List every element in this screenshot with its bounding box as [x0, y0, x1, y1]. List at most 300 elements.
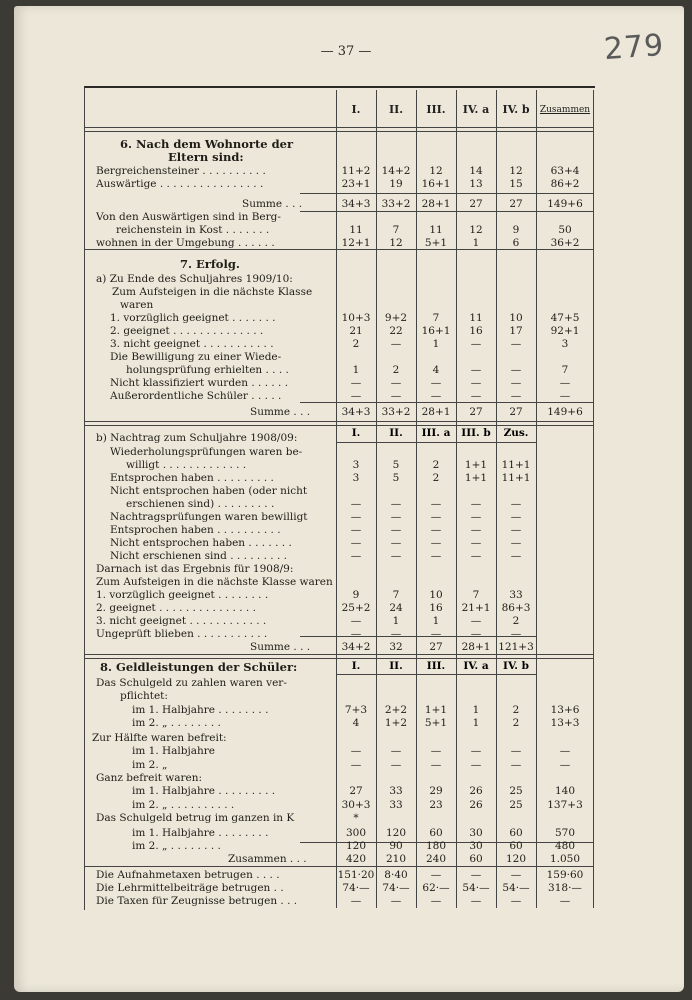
row-value: 12 [509, 165, 523, 177]
row-value: 60 [429, 827, 443, 839]
row-value: 1.050 [549, 853, 581, 865]
row-value: — [390, 377, 402, 389]
row-value: 29 [429, 785, 443, 797]
row-value: — [430, 895, 442, 907]
row-label: Bergreichensteiner . . . . . . . . . . [96, 165, 266, 177]
row-value: 12 [389, 237, 403, 249]
row-value: — [350, 550, 362, 562]
table-row [0, 853, 692, 865]
row-value: 54·— [462, 882, 490, 894]
row-value: 11+1 [501, 459, 531, 471]
row-value: 26 [469, 799, 483, 811]
row-value: 27 [429, 641, 443, 653]
row-label: Von den Auswärtigen sind in Berg- [96, 211, 281, 223]
row-value: — [430, 869, 442, 881]
row-value: — [470, 895, 482, 907]
row-label: Zur Hälfte waren befreit: [92, 732, 227, 744]
row-value: — [510, 628, 522, 640]
row-label: Summe . . . [242, 198, 303, 210]
row-value: — [559, 745, 571, 757]
row-value: — [559, 377, 571, 389]
row-value: 7 [472, 589, 480, 601]
table-row [0, 377, 692, 389]
row-label: im 2. „ [132, 759, 168, 771]
row-value: 74·— [342, 882, 370, 894]
row-value: — [430, 524, 442, 536]
row-value: 120 [505, 853, 527, 865]
sum-rule [300, 193, 594, 194]
row-value: 16+1 [421, 178, 451, 190]
row-value: — [390, 745, 402, 757]
row-value: 5+1 [424, 717, 448, 729]
row-value: — [350, 524, 362, 536]
row-label: Ganz befreit waren: [96, 772, 203, 784]
row-value: — [350, 628, 362, 640]
sub-header-cell: III. [426, 660, 446, 672]
row-value: 2 [512, 615, 520, 627]
row-value: 50 [558, 224, 572, 236]
row-value: 7+3 [344, 704, 368, 716]
row-value: 26 [469, 785, 483, 797]
row-value: 27 [509, 406, 523, 418]
row-value: 1 [472, 237, 480, 249]
row-value: 1 [352, 364, 360, 376]
row-value: 1 [472, 717, 480, 729]
section-6-title-1: 6. Nach dem Wohnorte der [120, 137, 294, 151]
row-label: Die Aufnahmetaxen betrugen . . . . [96, 869, 280, 881]
row-value: 30 [469, 827, 483, 839]
row-value: 86+2 [550, 178, 580, 190]
row-value: 9 [512, 224, 520, 236]
row-label: holungsprüfung erhielten . . . . [126, 364, 289, 376]
row-value: — [470, 615, 482, 627]
row-value: — [470, 524, 482, 536]
row-value: 11 [429, 224, 443, 236]
row-value: — [350, 377, 362, 389]
row-label: a) Zu Ende des Schuljahres 1909/10: [96, 273, 293, 285]
table-row [0, 759, 692, 771]
row-value: — [350, 511, 362, 523]
row-value: 12+1 [341, 237, 371, 249]
row-value: — [390, 759, 402, 771]
column-header: Zusammen [539, 105, 591, 115]
row-label: im 2. „ . . . . . . . . [132, 717, 221, 729]
row-value: 10 [429, 589, 443, 601]
row-label: im 2. „ . . . . . . . . . . [132, 799, 235, 811]
row-value: 7 [432, 312, 440, 324]
table-row [0, 390, 692, 402]
row-value: — [510, 537, 522, 549]
row-value: 2 [432, 459, 440, 471]
table-row [0, 717, 692, 729]
table-row [0, 446, 692, 458]
row-value: 34+3 [341, 406, 371, 418]
row-label: Zusammen . . . [228, 853, 307, 865]
row-value: 15 [509, 178, 523, 190]
sub-header-cell: II. [389, 660, 403, 672]
sub-header-cell: IV. a [463, 660, 489, 672]
row-value: 21 [349, 325, 363, 337]
row-value: — [430, 511, 442, 523]
row-value: 14 [469, 165, 483, 177]
table-row [0, 406, 692, 418]
row-value: 28+1 [461, 641, 491, 653]
row-value: 25+2 [341, 602, 371, 614]
row-value: 34+3 [341, 198, 371, 210]
row-value: — [390, 524, 402, 536]
row-value: 16 [469, 325, 483, 337]
row-value: — [350, 615, 362, 627]
row-label: Auswärtige . . . . . . . . . . . . . . . . [96, 178, 264, 190]
table-row [0, 869, 692, 881]
row-value: 12 [469, 224, 483, 236]
table-row [0, 165, 692, 177]
row-value: — [350, 498, 362, 510]
sub-header-cell: III. a [421, 427, 451, 439]
row-value: 11 [349, 224, 363, 236]
row-label: Nicht entsprochen haben (oder nicht [110, 485, 308, 497]
row-label: 1. vorzüglich geeignet . . . . . . . [110, 312, 276, 324]
sum-rule [300, 402, 594, 403]
row-value: 17 [509, 325, 523, 337]
table-row [0, 498, 692, 510]
row-value: 10+3 [341, 312, 371, 324]
table-row [0, 563, 692, 575]
row-value: 149+6 [547, 198, 583, 210]
row-value: 30 [469, 840, 483, 852]
row-value: — [510, 511, 522, 523]
row-value: 1+1 [424, 704, 448, 716]
row-value: 4 [352, 717, 360, 729]
table-row [0, 273, 692, 285]
row-value: — [510, 745, 522, 757]
row-value: — [390, 628, 402, 640]
table-row [0, 704, 692, 716]
section-rule [84, 249, 594, 250]
sub-header-cell: IV. b [503, 660, 529, 672]
row-value: 33+2 [381, 198, 411, 210]
row-value: 28+1 [421, 198, 451, 210]
row-value: — [350, 895, 362, 907]
table-row [0, 325, 692, 337]
row-value: — [390, 338, 402, 350]
row-value: 25 [509, 785, 523, 797]
row-value: 2 [432, 472, 440, 484]
sum-rule [84, 866, 594, 867]
row-value: — [390, 895, 402, 907]
row-value: 1 [392, 615, 400, 627]
row-label: Entsprochen haben . . . . . . . . . . [110, 524, 281, 536]
row-value: — [390, 498, 402, 510]
row-label: Die Lehrmittelbeiträge betrugen . . [96, 882, 284, 894]
row-value: 90 [389, 840, 403, 852]
row-value: 92+1 [550, 325, 580, 337]
column-header: IV. b [502, 103, 530, 116]
table-row [0, 472, 692, 484]
table-row [0, 677, 692, 689]
row-value: — [559, 895, 571, 907]
row-value: 54·— [502, 882, 530, 894]
row-value: 1+1 [464, 472, 488, 484]
row-value: — [390, 390, 402, 402]
row-value: — [470, 745, 482, 757]
row-value: 47+5 [550, 312, 580, 324]
row-value: 2 [512, 704, 520, 716]
row-value: 7 [392, 224, 400, 236]
row-value: — [470, 498, 482, 510]
row-label: 3. nicht geeignet . . . . . . . . . . . . [96, 615, 267, 627]
row-value: 24 [389, 602, 403, 614]
row-value: — [510, 759, 522, 771]
row-value: 30+3 [341, 799, 371, 811]
row-label: Summe . . . [250, 641, 311, 653]
table-row [0, 589, 692, 601]
row-value: 1 [472, 704, 480, 716]
row-value: 7 [392, 589, 400, 601]
row-value: 121+3 [498, 641, 534, 653]
row-value: 1 [432, 338, 440, 350]
row-value: 13+3 [550, 717, 580, 729]
sub-header-cell: I. [351, 427, 361, 439]
row-label: Ungeprüft blieben . . . . . . . . . . . [96, 628, 268, 640]
row-value: 23+1 [341, 178, 371, 190]
row-value: 33 [389, 785, 403, 797]
row-value: 240 [425, 853, 447, 865]
row-value: — [470, 390, 482, 402]
row-value: — [470, 537, 482, 549]
row-value: 12 [429, 165, 443, 177]
table-row [0, 459, 692, 471]
row-label: 3. nicht geeignet . . . . . . . . . . . [110, 338, 274, 350]
row-label: Entsprochen haben . . . . . . . . . [110, 472, 274, 484]
table-row [0, 178, 692, 190]
row-value: 16 [429, 602, 443, 614]
row-label: Nicht erschienen sind . . . . . . . . . [110, 550, 287, 562]
table-row [0, 827, 692, 839]
row-value: 22 [389, 325, 403, 337]
row-value: — [510, 498, 522, 510]
row-value: — [430, 498, 442, 510]
table-row [0, 338, 692, 350]
row-value: 33 [389, 799, 403, 811]
row-value: 9 [352, 589, 360, 601]
row-label: 2. geeignet . . . . . . . . . . . . . . [110, 325, 264, 337]
row-value: — [510, 364, 522, 376]
row-value: — [390, 511, 402, 523]
row-value: — [430, 628, 442, 640]
row-label: 2. geeignet . . . . . . . . . . . . . . . [96, 602, 256, 614]
row-label: Wiederholungsprüfungen waren be- [110, 446, 303, 458]
table-row [0, 524, 692, 536]
row-label: Summe . . . [250, 406, 311, 418]
row-value: 74·— [382, 882, 410, 894]
table-row [0, 732, 692, 744]
row-value: 60 [469, 853, 483, 865]
row-value: 4 [432, 364, 440, 376]
row-value: 19 [389, 178, 403, 190]
table-row [0, 299, 692, 311]
row-value: 2 [352, 338, 360, 350]
row-value: — [390, 537, 402, 549]
table-row [0, 224, 692, 236]
row-value: 11 [469, 312, 483, 324]
row-value: 159·60 [546, 869, 584, 881]
row-value: 11+2 [341, 165, 371, 177]
row-value: 32 [389, 641, 403, 653]
row-label: b) Nachtrag zum Schuljahre 1908/09: [96, 432, 298, 444]
row-value: 60 [509, 827, 523, 839]
table-row [0, 511, 692, 523]
section-6-title-2: Eltern sind: [168, 150, 244, 164]
subheader-rule [336, 674, 536, 675]
row-value: 8·40 [384, 869, 408, 881]
row-value: 27 [469, 198, 483, 210]
row-value: — [470, 338, 482, 350]
table-row [0, 690, 692, 702]
row-label: im 1. Halbjahre . . . . . . . . [132, 827, 269, 839]
sub-header-cell: II. [389, 427, 403, 439]
row-value: — [430, 745, 442, 757]
sub-header-cell: Zus. [503, 427, 529, 439]
row-value: 3 [352, 459, 360, 471]
row-value: — [430, 550, 442, 562]
row-value: 1 [432, 615, 440, 627]
row-value: 2 [392, 364, 400, 376]
row-value: 33 [509, 589, 523, 601]
row-label: Das Schulgeld betrug im ganzen in K [96, 812, 295, 824]
row-label: Außerordentliche Schüler . . . . . [110, 390, 282, 402]
row-value: 5 [392, 459, 400, 471]
row-value: — [510, 390, 522, 402]
row-value: 137+3 [547, 799, 583, 811]
table-row [0, 772, 692, 784]
row-value: — [510, 524, 522, 536]
row-label: erschienen sind) . . . . . . . . . [126, 498, 275, 510]
table-row [0, 576, 692, 588]
row-value: 480 [554, 840, 576, 852]
row-value: — [470, 377, 482, 389]
row-value: 14+2 [381, 165, 411, 177]
row-value: — [510, 550, 522, 562]
row-value: 3 [352, 472, 360, 484]
table-row [0, 198, 692, 210]
row-value: * [353, 812, 359, 824]
row-value: 28+1 [421, 406, 451, 418]
table-row [0, 286, 692, 298]
row-value: 2+2 [384, 704, 408, 716]
row-label: willigt . . . . . . . . . . . . . [126, 459, 247, 471]
table-row [0, 602, 692, 614]
table-row [0, 785, 692, 797]
table-row [0, 840, 692, 852]
page-number: — 37 — [320, 44, 372, 59]
table-row [0, 537, 692, 549]
row-label: im 1. Halbjahre . . . . . . . . . [132, 785, 276, 797]
row-value: 27 [469, 406, 483, 418]
row-value: — [430, 537, 442, 549]
row-value: 120 [385, 827, 407, 839]
table-row [0, 882, 692, 894]
row-value: — [390, 550, 402, 562]
handwritten-number: 279 [602, 27, 666, 68]
row-label: wohnen in der Umgebung . . . . . . [96, 237, 275, 249]
row-value: 151·20 [337, 869, 375, 881]
row-label: im 1. Halbjahre [132, 745, 216, 757]
row-value: 16+1 [421, 325, 451, 337]
row-label: reichenstein in Kost . . . . . . . [116, 224, 270, 236]
row-value: 6 [512, 237, 520, 249]
row-label: Nachtragsprüfungen waren bewilligt [110, 511, 308, 523]
section-8-title: 8. Geldleistungen der Schüler: [100, 660, 298, 674]
row-value: — [350, 390, 362, 402]
row-value: 5 [392, 472, 400, 484]
row-label: Nicht entsprochen haben . . . . . . . [110, 537, 292, 549]
row-value: 210 [385, 853, 407, 865]
row-value: 25 [509, 799, 523, 811]
sub-header-cell: III. b [461, 427, 491, 439]
table-row [0, 745, 692, 757]
column-header: I. [351, 103, 361, 116]
row-value: 149+6 [547, 406, 583, 418]
row-label: Zum Aufsteigen in die nächste Klasse [112, 286, 313, 298]
row-label: Die Taxen für Zeugnisse betrugen . . . [96, 895, 298, 907]
row-value: 1+1 [464, 459, 488, 471]
row-value: — [470, 550, 482, 562]
row-value: — [510, 338, 522, 350]
table-row [0, 812, 692, 824]
row-value: 23 [429, 799, 443, 811]
row-label: Die Bewilligung zu einer Wiede- [110, 351, 282, 363]
row-value: 180 [425, 840, 447, 852]
row-value: 300 [345, 827, 367, 839]
row-value: — [470, 869, 482, 881]
row-value: 86+3 [501, 602, 531, 614]
row-label: 1. vorzüglich geeignet . . . . . . . . [96, 589, 269, 601]
row-value: 10 [509, 312, 523, 324]
row-value: — [430, 390, 442, 402]
table-row [0, 485, 692, 497]
table-row [0, 641, 692, 653]
row-value: 2 [512, 717, 520, 729]
row-label: Zum Aufsteigen in die nächste Klasse waren [96, 576, 333, 588]
row-value: — [470, 759, 482, 771]
table-row [0, 237, 692, 249]
table-row [0, 351, 692, 363]
table-row [0, 895, 692, 907]
row-value: 5+1 [424, 237, 448, 249]
row-value: — [559, 759, 571, 771]
row-value: 11+1 [501, 472, 531, 484]
table-row [0, 615, 692, 627]
row-value: 7 [561, 364, 569, 376]
row-value: 27 [509, 198, 523, 210]
row-value: 420 [345, 853, 367, 865]
row-value: 33+2 [381, 406, 411, 418]
table-row [0, 628, 692, 640]
table-row [0, 364, 692, 376]
row-value: — [470, 364, 482, 376]
table-row [0, 550, 692, 562]
column-header: II. [388, 103, 404, 116]
row-label: waren [120, 299, 154, 311]
row-value: 1+2 [384, 717, 408, 729]
row-value: 3 [561, 338, 569, 350]
column-header: III. [426, 103, 446, 116]
row-value: — [430, 759, 442, 771]
row-label: Nicht klassifiziert wurden . . . . . . [110, 377, 289, 389]
row-value: — [510, 895, 522, 907]
row-value: 13+6 [550, 704, 580, 716]
